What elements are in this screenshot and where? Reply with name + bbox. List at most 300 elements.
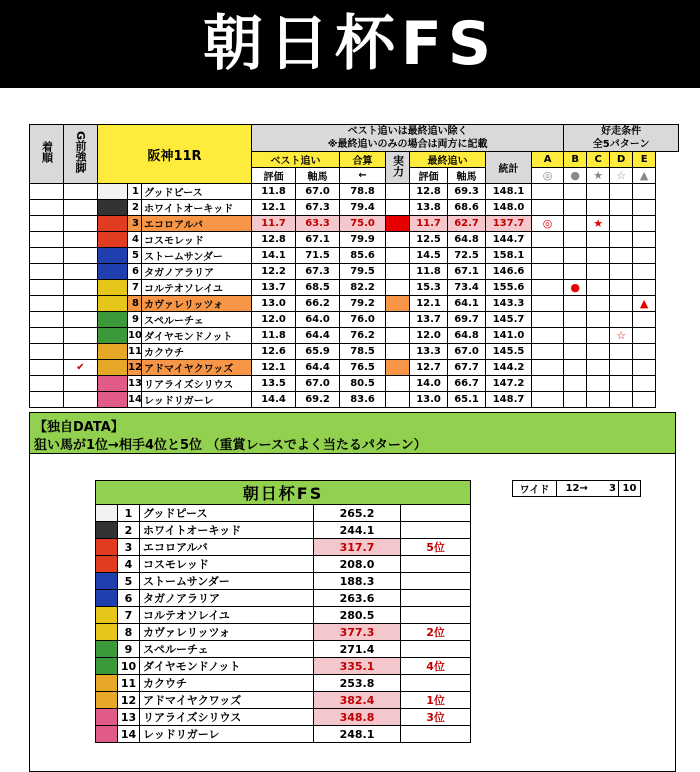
mark-d [610,344,633,360]
g-cell [64,184,98,200]
horse-number: 7 [128,280,142,296]
horse-number: 4 [128,232,142,248]
mark-a [532,184,564,200]
waku-color [96,658,118,675]
value-f1: 13.8 [410,200,448,216]
value-f2: 72.5 [448,248,486,264]
horse-row [30,248,679,264]
horse-name: ストームサンダー [140,573,314,590]
horse-number: 14 [118,726,140,743]
panel-header [30,413,675,454]
jitsu-cell [386,296,410,312]
rank [401,505,471,522]
horse-number: 11 [118,675,140,692]
value-s: 145.5 [486,344,532,360]
value-b1: 14.1 [252,248,296,264]
jitsu-label: 実力 [391,155,405,177]
value-t: 76.2 [340,328,386,344]
waku-color [98,328,128,344]
race-table [29,124,679,408]
horse-name: ダイヤモンドノット [140,658,314,675]
jitsu-cell [386,312,410,328]
horse-row [30,264,679,280]
panel-title-1: 【独自DATA】 [34,420,124,435]
horse-name: コスモレッド [142,232,252,248]
order-cell [30,200,64,216]
hyoka-header: 評価 [252,168,296,184]
jitsu-cell [386,344,410,360]
mark-b [564,312,587,328]
horse-number: 2 [128,200,142,216]
horse-name: コルテオソレイユ [142,280,252,296]
horse-name: ストームサンダー [142,248,252,264]
symbol-b: ● [564,168,587,184]
value-f2: 67.0 [448,344,486,360]
value-b2: 67.3 [296,264,340,280]
rank [401,641,471,658]
score: 317.7 [314,539,401,556]
horse-row [30,232,679,248]
score: 263.6 [314,590,401,607]
value-t: 75.0 [340,216,386,232]
score-row [96,624,471,641]
score-row [96,675,471,692]
rank: 5位 [401,539,471,556]
page-title: 朝日杯FS [0,0,700,88]
mark-b [564,392,587,408]
mark-e [633,328,656,344]
value-f1: 14.5 [410,248,448,264]
horse-name: コルテオソレイユ [140,607,314,624]
race-name: 阪神11R [98,125,252,184]
value-s: 147.2 [486,376,532,392]
horse-row [30,312,679,328]
score: 188.3 [314,573,401,590]
waku-color [96,522,118,539]
horse-name: アドマイヤクワッズ [142,360,252,376]
mark-d [610,248,633,264]
value-f2: 64.8 [448,232,486,248]
horse-row [30,328,679,344]
value-b2: 67.3 [296,200,340,216]
jitsu-cell [386,216,410,232]
order-cell [30,312,64,328]
horse-number: 4 [118,556,140,573]
horse-name: カクウチ [140,675,314,692]
g-cell: ✔ [64,360,98,376]
score-row [96,658,471,675]
value-s: 158.1 [486,248,532,264]
jitsu-cell [386,376,410,392]
horse-name: グッドピース [142,184,252,200]
value-t: 79.2 [340,296,386,312]
order-cell [30,376,64,392]
horse-name: スペルーチェ [140,641,314,658]
value-b2: 69.2 [296,392,340,408]
mark-a [532,248,564,264]
letter-d: D [610,152,633,168]
horse-number: 6 [128,264,142,280]
mark-d [610,232,633,248]
waku-color [98,264,128,280]
mark-c [587,200,610,216]
waku-color [96,726,118,743]
g-cell [64,392,98,408]
value-f1: 13.3 [410,344,448,360]
horse-name: カヴァレリッツォ [142,296,252,312]
order-cell [30,296,64,312]
order-cell [30,280,64,296]
score-row [96,505,471,522]
mark-c [587,328,610,344]
value-b2: 63.3 [296,216,340,232]
value-f1: 15.3 [410,280,448,296]
mark-b [564,248,587,264]
mark-e [633,360,656,376]
value-t: 76.0 [340,312,386,328]
value-b2: 67.0 [296,376,340,392]
value-b1: 11.8 [252,328,296,344]
horse-name: リアライズシリウス [140,709,314,726]
score-table-title: 朝日杯FS [96,481,471,505]
waku-color [98,184,128,200]
jikuba-header: 軸馬 [296,168,340,184]
waku-color [96,624,118,641]
letter-b: B [564,152,587,168]
value-b2: 71.5 [296,248,340,264]
score-row [96,590,471,607]
score-row [96,556,471,573]
mark-a [532,264,564,280]
mark-a [532,328,564,344]
value-f1: 13.7 [410,312,448,328]
value-t: 78.5 [340,344,386,360]
waku-color [98,344,128,360]
value-s: 144.7 [486,232,532,248]
waku-color [98,200,128,216]
g-cell [64,264,98,280]
waku-color [96,505,118,522]
score-row [96,573,471,590]
wide-box [512,480,641,497]
mark-b [564,344,587,360]
mark-a: ◎ [532,216,564,232]
mark-a [532,344,564,360]
value-b2: 64.4 [296,328,340,344]
score: 382.4 [314,692,401,709]
g-cell [64,344,98,360]
horse-name: レッドリガーレ [140,726,314,743]
value-s: 145.7 [486,312,532,328]
jitsu-header [386,152,410,184]
horse-number: 11 [128,344,142,360]
waku-color [98,392,128,408]
value-t: 78.8 [340,184,386,200]
wide-to-2: 10 [619,481,641,497]
mark-c [587,360,610,376]
best-header: ベスト追い [252,152,340,168]
letter-e: E [633,152,656,168]
value-f1: 14.0 [410,376,448,392]
score-row [96,709,471,726]
mark-b [564,216,587,232]
value-s: 141.0 [486,328,532,344]
horse-name: タガノアラリア [142,264,252,280]
horse-name: ホワイトオーキッド [140,522,314,539]
rank: 4位 [401,658,471,675]
g-cell [64,312,98,328]
g-cell [64,248,98,264]
waku-color [98,296,128,312]
order-cell [30,184,64,200]
value-f1: 12.1 [410,296,448,312]
g-cell [64,328,98,344]
horse-name: カクウチ [142,344,252,360]
value-f2: 65.1 [448,392,486,408]
conditions-sub: 全5パターン [592,139,650,150]
waku-color [98,360,128,376]
jitsu-cell [386,264,410,280]
mark-d [610,216,633,232]
value-f2: 67.1 [448,264,486,280]
horse-number: 10 [128,328,142,344]
waku-color [96,539,118,556]
score: 335.1 [314,658,401,675]
rank [401,556,471,573]
value-t: 79.5 [340,264,386,280]
rank [401,726,471,743]
value-b2: 64.4 [296,360,340,376]
conditions-header [564,125,679,152]
mark-a [532,376,564,392]
value-b2: 65.9 [296,344,340,360]
rank [401,675,471,692]
notes [252,125,564,152]
waku-color [96,607,118,624]
horse-name: タガノアラリア [140,590,314,607]
value-b2: 67.0 [296,184,340,200]
value-b2: 66.2 [296,296,340,312]
horse-row [30,376,679,392]
waku-color [96,692,118,709]
order-cell [30,344,64,360]
horse-row [30,200,679,216]
mark-e [633,184,656,200]
mark-e [633,264,656,280]
value-b1: 12.1 [252,200,296,216]
value-f2: 64.8 [448,328,486,344]
jitsu-cell [386,328,410,344]
mark-b [564,376,587,392]
horse-number: 14 [128,392,142,408]
mark-c [587,232,610,248]
value-b2: 64.0 [296,312,340,328]
score-row [96,522,471,539]
horse-name: ホワイトオーキッド [142,200,252,216]
waku-color [96,573,118,590]
score-row [96,539,471,556]
value-s: 143.3 [486,296,532,312]
mark-a [532,360,564,376]
order-cell [30,392,64,408]
value-t: 85.6 [340,248,386,264]
score: 208.0 [314,556,401,573]
mark-e [633,280,656,296]
mark-c [587,184,610,200]
rank: 2位 [401,624,471,641]
total-header: 合算 [340,152,386,168]
mark-d [610,264,633,280]
mark-a [532,392,564,408]
mark-d [610,184,633,200]
value-b1: 13.5 [252,376,296,392]
order-cell [30,232,64,248]
value-f2: 62.7 [448,216,486,232]
mark-c [587,248,610,264]
stats-header: 統計 [486,152,532,184]
score: 265.2 [314,505,401,522]
horse-number: 9 [118,641,140,658]
value-s: 146.6 [486,264,532,280]
mark-b [564,328,587,344]
wide-from: 12→ [557,481,597,497]
value-b2: 67.1 [296,232,340,248]
g-cell [64,280,98,296]
symbol-c: ★ [587,168,610,184]
value-s: 155.6 [486,280,532,296]
value-b1: 14.4 [252,392,296,408]
waku-color [98,216,128,232]
value-f1: 12.7 [410,360,448,376]
jitsu-cell [386,248,410,264]
panel-title-2: 狙い馬が1位→相手4位と5位 （重賞レースでよく当たるパターン） [34,438,427,453]
mark-d [610,376,633,392]
score-table [95,480,471,743]
horse-row [30,280,679,296]
horse-row [30,392,679,408]
g-cell [64,376,98,392]
waku-color [98,280,128,296]
jitsu-cell [386,200,410,216]
mark-a [532,232,564,248]
horse-number: 12 [128,360,142,376]
horse-row [30,184,679,200]
mark-b: ● [564,280,587,296]
mark-c [587,392,610,408]
horse-number: 3 [128,216,142,232]
value-f1: 13.0 [410,392,448,408]
conditions-title: 好走条件 [601,126,642,137]
rank [401,607,471,624]
g-header-label: G前強脚 [74,131,87,174]
horse-name: ダイヤモンドノット [142,328,252,344]
value-b1: 12.0 [252,312,296,328]
mark-d: ☆ [610,328,633,344]
mark-c: ★ [587,216,610,232]
score: 348.8 [314,709,401,726]
mark-b [564,200,587,216]
order-header [30,125,64,184]
horse-name: レッドリガーレ [142,392,252,408]
mark-e [633,376,656,392]
horse-number: 9 [128,312,142,328]
mark-a [532,312,564,328]
score-row [96,607,471,624]
g-cell [64,216,98,232]
horse-name: コスモレッド [140,556,314,573]
value-b1: 12.2 [252,264,296,280]
symbol-e: ▲ [633,168,656,184]
horse-row [30,296,679,312]
horse-number: 12 [118,692,140,709]
g-cell [64,296,98,312]
g-header [64,125,98,184]
mark-d [610,296,633,312]
mark-d [610,312,633,328]
value-b1: 13.7 [252,280,296,296]
horse-row [30,360,679,376]
mark-e [633,232,656,248]
rank: 1位 [401,692,471,709]
mark-a [532,280,564,296]
waku-color [96,590,118,607]
mark-c [587,376,610,392]
horse-number: 1 [128,184,142,200]
value-s: 137.7 [486,216,532,232]
horse-number: 13 [128,376,142,392]
rank [401,590,471,607]
value-s: 148.0 [486,200,532,216]
jitsu-cell [386,184,410,200]
mark-b [564,360,587,376]
mark-e [633,216,656,232]
value-t: 82.2 [340,280,386,296]
mark-e [633,312,656,328]
horse-number: 8 [128,296,142,312]
mark-e [633,392,656,408]
value-b1: 11.8 [252,184,296,200]
value-f1: 11.7 [410,216,448,232]
horse-number: 3 [118,539,140,556]
jikuba2-header: 軸馬 [448,168,486,184]
mark-e [633,344,656,360]
hyoka2-header: 評価 [410,168,448,184]
score-row [96,726,471,743]
final-header: 最終追い [410,152,486,168]
horse-number: 6 [118,590,140,607]
note-2: ※最終追いのみの場合は両方に記載 [327,139,488,150]
value-f2: 66.7 [448,376,486,392]
order-cell [30,328,64,344]
rank: 3位 [401,709,471,726]
score: 377.3 [314,624,401,641]
value-b1: 11.7 [252,216,296,232]
mark-b [564,296,587,312]
horse-name: エコロアルバ [142,216,252,232]
note-1: ベスト追いは最終追い除く [347,126,468,137]
horse-number: 5 [118,573,140,590]
value-f2: 68.6 [448,200,486,216]
mark-c [587,264,610,280]
value-f1: 12.8 [410,184,448,200]
score: 271.4 [314,641,401,658]
value-s: 144.2 [486,360,532,376]
score: 280.5 [314,607,401,624]
score-row [96,641,471,658]
mark-c [587,312,610,328]
value-f1: 12.0 [410,328,448,344]
horse-number: 2 [118,522,140,539]
